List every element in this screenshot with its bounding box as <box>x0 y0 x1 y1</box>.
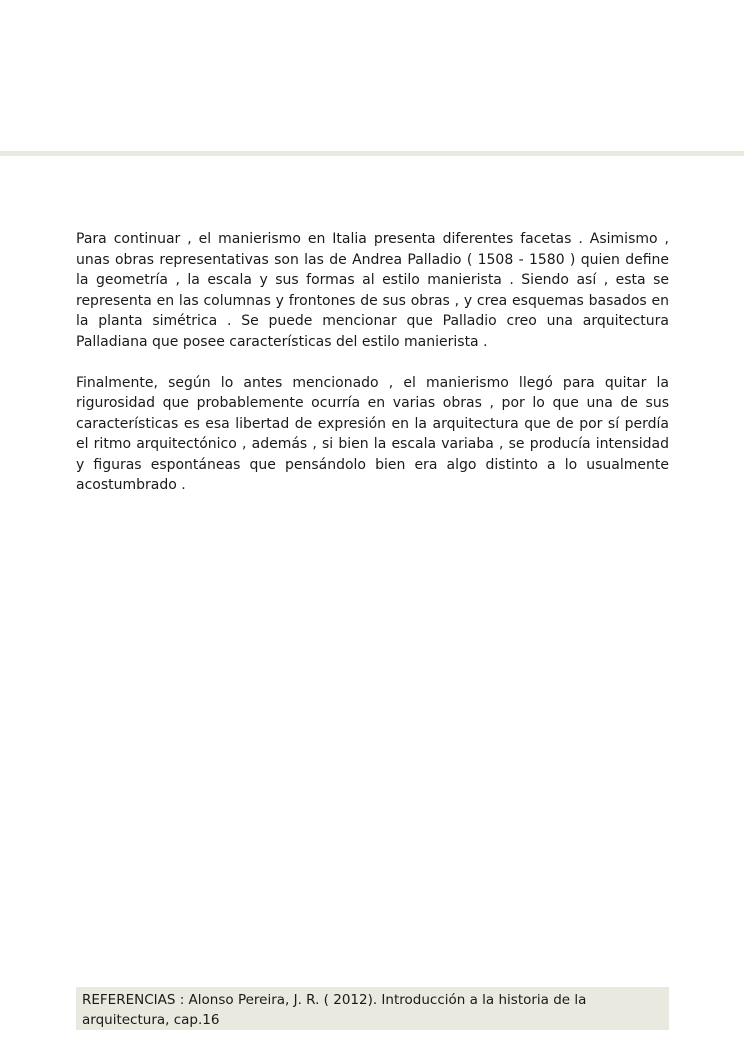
references-box <box>76 987 669 1030</box>
header-divider <box>0 151 744 156</box>
references-text: REFERENCIAS : Alonso Pereira, J. R. ( 2012). Introducción a la historia de la arquitectura, cap.16 <box>82 992 587 1028</box>
paragraph-2: Finalmente, según lo antes mencionado , el manierismo llegó para quitar la rigurosidad que probablemente ocurría en varias obras , por lo que una de sus características es esa libertad de expresión en la arquitectura que de por sí perdía el ritmo arquitectónico , además , si bien la escala variaba , se producía intensidad y figuras espontáneas que pensándolo bien era algo distinto a lo usualmente acostumbrado . <box>76 374 669 493</box>
paragraph-1: Para continuar , el manierismo en Italia presenta diferentes facetas . Asimismo , unas obras representativas son las de Andrea Palladio ( 1508 - 1580 ) quien define la geometría , la escala y sus formas al estilo manierista . Siendo así , esta se representa en las columnas y frontones de sus obras , y crea esquemas basados en la planta simétrica . Se puede mencionar que Palladio creo una arquitectura Palladiana que posee características del estilo manierista . <box>76 231 669 350</box>
main-content <box>76 229 669 496</box>
